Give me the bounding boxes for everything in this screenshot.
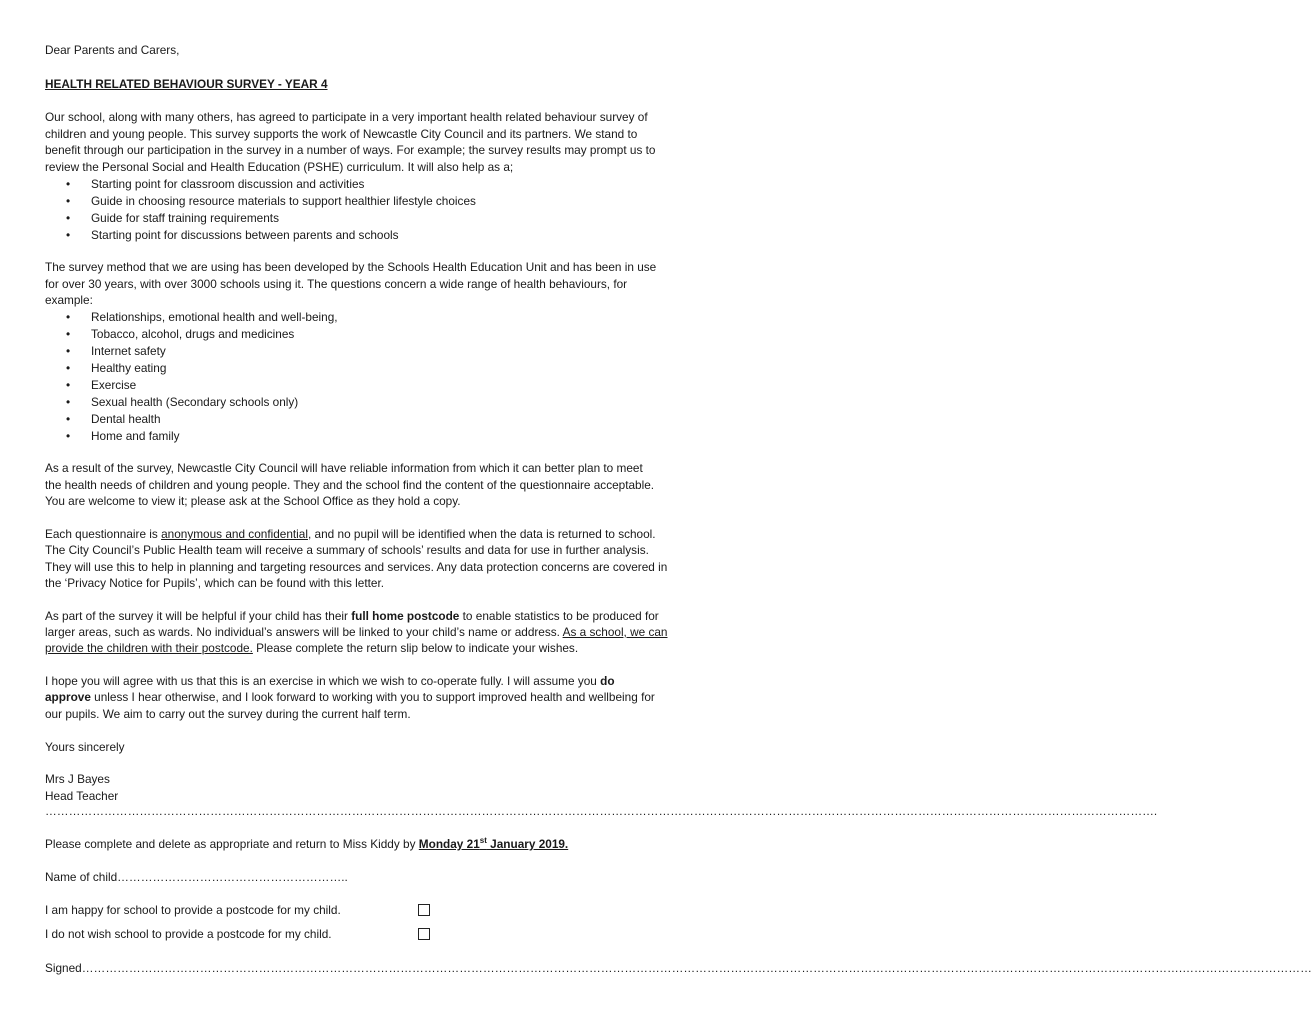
option-yes-label: I am happy for school to provide a postcode for my child. [45, 903, 341, 917]
bullet-icon: • [66, 310, 71, 324]
deadline: Monday 21st January 2019. [418, 836, 569, 851]
child-name-field[interactable]: Name of child………………………………………………….. [45, 870, 348, 884]
method-line: for over 30 years, with over 3000 schools using it. The questions concern a wide range of health behaviours, for [45, 277, 628, 291]
method-line: The survey method that we are using has been developed by the Schools Health Education Unit and has been in use [45, 260, 657, 274]
intro-line: benefit through our participation in the survey in a number of ways. For example; the survey results may prompt us to [45, 143, 656, 157]
closing: Yours sincerely [45, 740, 125, 754]
anon-line: The City Council’s Public Health team will receive a summary of schools’ results and data for use in further analysis. [45, 543, 649, 557]
bullet-icon: • [66, 228, 71, 242]
postcode-line: As part of the survey it will be helpful if your child has their full home postcode to enable statistics to be produced for [45, 609, 659, 623]
hope-line: approve unless I hear otherwise, and I look forward to working with you to support improved health and wellbeing for [45, 690, 655, 704]
option-no-label: I do not wish school to provide a postcode for my child. [45, 927, 332, 941]
option-no-checkbox[interactable] [418, 928, 430, 940]
postcode-line: provide the children with their postcode. Please complete the return slip below to indicate your wishes. [45, 641, 579, 655]
anon-line: Each questionnaire is anonymous and confidential, and no pupil will be identified when the data is returned to school. [45, 527, 656, 541]
signatory-name: Mrs J Bayes [45, 772, 110, 786]
bullet-icon: • [66, 378, 71, 392]
bullet-icon: • [66, 177, 71, 191]
return-instruction: Please complete and delete as appropriate and return to Miss Kiddy by Monday 21st January 2019. [45, 836, 569, 851]
intro-line: review the Personal Social and Health Education (PSHE) curriculum. It will also help as a; [45, 160, 514, 174]
option-yes-checkbox[interactable] [418, 904, 430, 916]
result-line: the health needs of children and young people. They and the school find the content of the questionnaire acceptable. [45, 478, 655, 492]
anon-line: They will use this to help in planning and targeting resources and services. Any data protection concerns are covered in [45, 560, 668, 574]
intro-line: children and young people. This survey supports the work of Newcastle City Council and its partners. We stand to [45, 127, 638, 141]
letter-page: Dear Parents and Carers, HEALTH RELATED BEHAVIOUR SURVEY - YEAR 4 Our school, along with many others, has agreed to participate in a very important health related behaviour survey of children and young people. This survey supports the work of Newcastle City Council and its partners. We stand to benefit through our participation in the survey in a number of ways. For example; the survey results may prompt us to review the Personal Social and Health Education (PSHE) curriculum. It will also help as a; • Starting point for classroom discussion and activities • Guide in choosing resource materials to support healthier lifestyle choices • Guide for staff training requirements • Starting point for discussions between parents and schools The survey method that we are using has been developed by the Schools Health Education Unit and has been in use for over 30 years, with over 3000 schools using it. The questions concern a wide range of health behaviours, for example: • Relationships, emotional health and well-being, • Tobacco, alcohol, drugs and medicines • Internet safety • Healthy eating • Exercise • Sexual health (Secondary schools only) • Dental health • Home and family As a result of the survey, Newcastle City Council will have reliable information from which it can better plan to meet the health needs of children and young people. They and the school find the content of the questionnaire acceptable. You are welcome to view it; please ask at the School Office as they hold a copy. Each questionnaire is anonymous and confidential, and no pupil will be identified when the data is returned to school. The City Council’s Public Health team will receive a summary of schools’ results and data for use in further analysis. They will use this to help in planning and targeting resources and services. Any data protection concerns are covered in the ‘Privacy Notice for Pupils’, which can be found with this letter. As part of the survey it will be helpful if your child has their full home postcode to enable statistics to be produced for larger areas, such as wards. No individual’s answers will be linked to your child’s name or address. As a school, we can provide the children with their postcode. Please complete the return slip below to indicate your wishes. I hope you will agree with us that this is an exercise in which we wish to co-operate fully. I will assume you do approve unless I hear otherwise, and I look forward to working with you to support improved health and wellbeing for our pupils. We aim to carry out the survey during the current half term. Yours sincerely Mrs J Bayes Head Teacher …………………………………………………………………………………………………………………………………………………………………………………………………………………………………………………………. Please complete and delete as appropriate and return to Miss Kiddy by Monday 21st January 2019. Name of child………………………………………………….. I am happy for school to provide a postcode for my child. I do not wish school to provide a postcode for my child. Signed……………………………………………………………………………………………………………………………………………………………………………………………………………………………………………………….…………………………… [45, 43, 1312, 975]
result-line: As a result of the survey, Newcastle City Council will have reliable information from which it can better plan to meet [45, 461, 643, 475]
signatory-title: Head Teacher [45, 789, 119, 803]
page-title: HEALTH RELATED BEHAVIOUR SURVEY - YEAR 4 [45, 77, 328, 91]
bullet-icon: • [66, 194, 71, 208]
bullet-icon: • [66, 211, 71, 225]
bullet-icon: • [66, 412, 71, 426]
hope-line: our pupils. We aim to carry out the survey during the current half term. [45, 707, 411, 721]
bullet-icon: • [66, 327, 71, 341]
bullet-icon: • [66, 395, 71, 409]
intro-line: Our school, along with many others, has agreed to participate in a very important health related behaviour survey of [45, 110, 648, 124]
bullet-icon: • [66, 344, 71, 358]
bullet-icon: • [66, 429, 71, 443]
result-line: You are welcome to view it; please ask at the School Office as they hold a copy. [45, 494, 461, 508]
cut-line: …………………………………………………………………………………………………………………………………………………………………………………………………………………………………………………………. [45, 804, 1158, 818]
salutation: Dear Parents and Carers, [45, 43, 180, 57]
signed-field[interactable]: Signed……………………………………………………………………………………………………………………………………………………………………………………………………………………………………………………….…………………………… [45, 961, 1312, 975]
postcode-line: larger areas, such as wards. No individual’s answers will be linked to your child’s name or address. As a school, we can [45, 625, 668, 639]
anon-line: the ‘Privacy Notice for Pupils’, which can be found with this letter. [45, 576, 384, 590]
hope-line: I hope you will agree with us that this is an exercise in which we wish to co-operate fully. I will assume you do [45, 674, 615, 688]
bullet-icon: • [66, 361, 71, 375]
method-line: example: [45, 293, 93, 307]
